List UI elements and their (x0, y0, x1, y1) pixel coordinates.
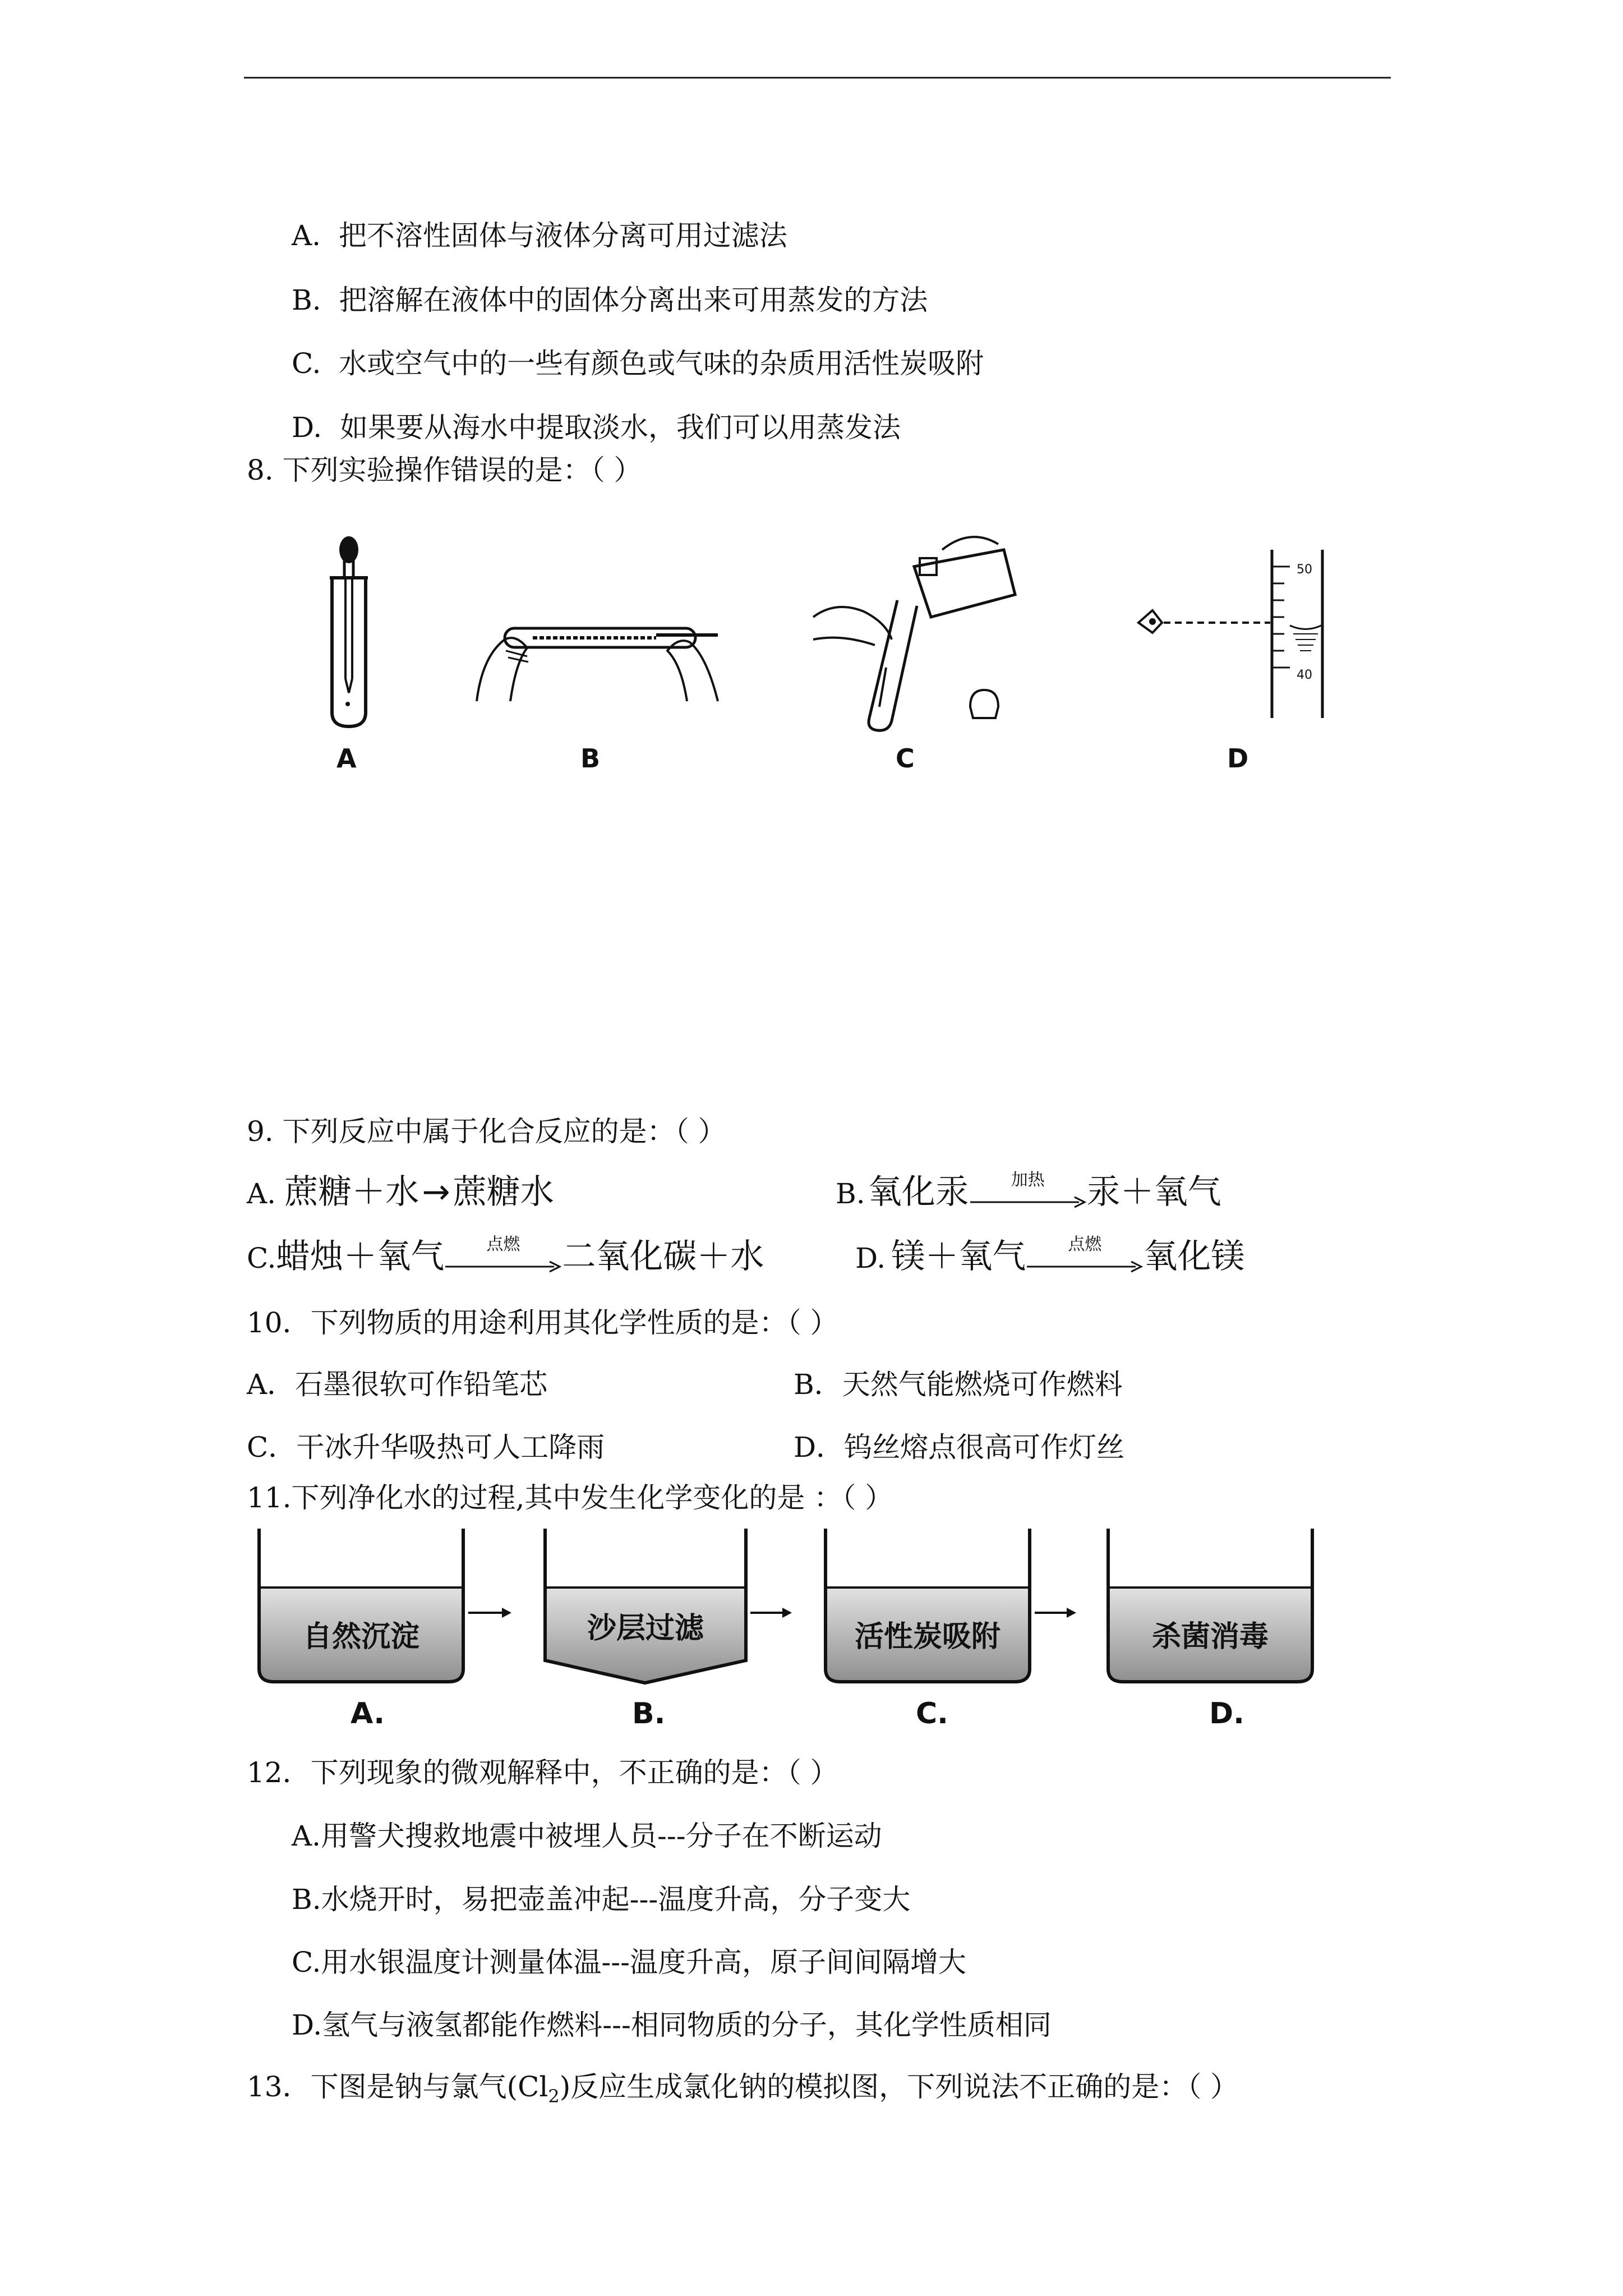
arrow-right-icon (1067, 1608, 1076, 1618)
q7-option-d: D. 如果要从海水中提取淡水，我们可以用蒸发法 (292, 411, 901, 444)
reaction-arrow-heating: 加热 (969, 1184, 1087, 1218)
q7-option-c: C. 水或空气中的一些有颜色或气味的杂质用活性炭吸附 (292, 347, 984, 380)
q10-option-a: A．石墨很软可作铅笔芯 (247, 1368, 548, 1401)
cylinder-tick-40: 40 (1297, 668, 1312, 682)
pouring-liquid-figure (802, 527, 1026, 740)
q9-stem: 9. 下列反应中属于化合反应的是：（ ） (247, 1115, 726, 1148)
q11-label-b: B. (632, 1697, 666, 1731)
step-label: 杀菌消毒 (1151, 1619, 1269, 1654)
q7-option-a: A. 把不溶性固体与液体分离可用过滤法 (292, 219, 787, 252)
header-rule (244, 77, 1391, 79)
reaction-arrow-ignite: 点燃 (1026, 1249, 1144, 1282)
q12-option-a: A.用警犬搜救地震中被埋人员---分子在不断运动 (292, 1820, 882, 1852)
q10-option-b: B．天然气能燃烧可作燃料 (794, 1368, 1123, 1401)
step-label: 自然沉淀 (302, 1619, 420, 1654)
arrow-icon: → (422, 1172, 450, 1212)
q11-label-a: A. (351, 1697, 385, 1731)
arrow-right-icon (782, 1608, 792, 1618)
q10-option-d: D．钨丝熔点很高可作灯丝 (794, 1431, 1125, 1464)
cylinder-tick-50: 50 (1297, 563, 1312, 577)
reaction-arrow-ignite: 点燃 (444, 1249, 562, 1282)
q10-option-c: C．干冰升华吸热可人工降雨 (247, 1431, 605, 1464)
beaker-natural-sedimentation (259, 1529, 463, 1682)
beaker-activated-carbon (826, 1529, 1030, 1682)
q9-option-b: B. 氧化汞 加热 汞＋氧气 (836, 1172, 1221, 1220)
q11-stem: 11.下列净化水的过程,其中发生化学变化的是 ：（ ） (247, 1481, 893, 1514)
q12-option-d: D.氢气与液氢都能作燃料---相同物质的分子，其化学性质相同 (292, 2009, 1052, 2041)
q12-stem: 12．下列现象的微观解释中，不正确的是：（ ） (247, 1756, 838, 1789)
q13-stem: 13．下图是钠与氯气$(Cl_2)$反应生成氯化钠的模拟图，下列说法不正确的是：（ ） (247, 2070, 1239, 2107)
beaker-disinfection (1108, 1529, 1312, 1682)
beaker-sand-filtration (545, 1529, 746, 1683)
step-label: 活性炭吸附 (854, 1619, 1001, 1654)
q11-label-c: C. (916, 1697, 948, 1731)
measuring-cylinder-figure (1127, 544, 1340, 724)
figure-label-b: B (580, 743, 601, 774)
q8-stem: 8. 下列实验操作错误的是：（ ） (247, 454, 642, 486)
q9-option-c: C.蜡烛＋氧气 点燃 二氧化碳＋水 (247, 1237, 764, 1285)
arrow-right-icon (502, 1608, 511, 1618)
dropper-in-tube-figure (314, 533, 381, 729)
q9-option-d: D. 镁＋氧气 点燃 氧化镁 (855, 1237, 1244, 1285)
q12-option-b: B.水烧开时，易把壶盖冲起---温度升高，分子变大 (292, 1883, 911, 1916)
q9-option-a: A. 蔗糖＋水 → 蔗糖水 (247, 1172, 554, 1212)
q11-label-d: D. (1209, 1697, 1244, 1731)
water-purification-diagram (252, 1526, 1329, 1688)
step-label: 沙层过滤 (587, 1611, 704, 1645)
q10-stem: 10．下列物质的用途利用其化学性质的是：（ ） (247, 1306, 838, 1339)
figure-label-a: A (336, 743, 357, 774)
figure-label-c: C (896, 743, 915, 774)
q12-option-c: C.用水银温度计测量体温---温度升高，原子间间隔增大 (292, 1946, 967, 1978)
figure-label-d: D (1227, 743, 1249, 774)
q7-option-b: B. 把溶解在液体中的固体分离出来可用蒸发的方法 (292, 284, 928, 316)
horizontal-tube-figure (471, 595, 723, 707)
